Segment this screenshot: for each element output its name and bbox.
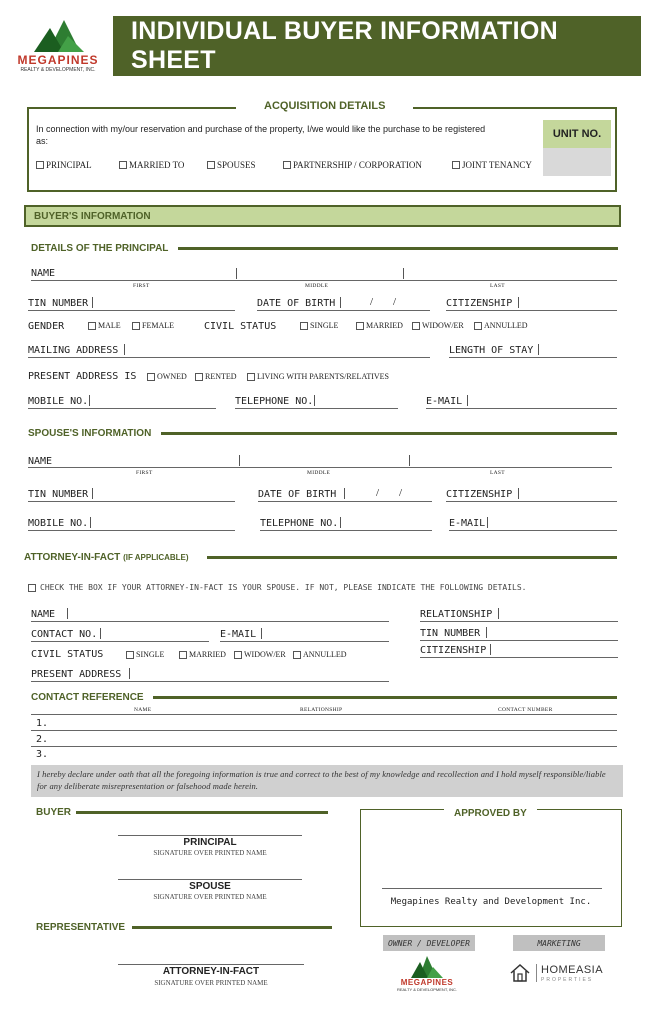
spouse-telephone-field[interactable] [260,530,432,531]
footer-megapines-logo [387,954,467,994]
acquisition-options [36,160,536,172]
female-checkbox[interactable] [132,322,140,330]
principal-email-field[interactable] [426,408,617,409]
principal-dob-slashes: // [370,296,417,308]
attorney-title-note: (IF APPLICABLE) [123,553,189,562]
acquisition-title: ACQUISITION DETAILS [236,100,413,112]
buyer-section-title: BUYER [36,807,72,818]
spouse-mobile-field[interactable] [28,530,235,531]
logo-name: MEGAPINES [17,53,99,67]
attorney-married-option: MARRIED [189,650,226,659]
principal-length-stay-label: LENGTH OF STAY [449,345,534,356]
pine-tree-icon [387,954,467,980]
approved-by-box [360,809,622,927]
unit-no-field[interactable] [543,148,611,176]
principal-tin-label: TIN NUMBER [28,298,89,309]
attorney-annulled-option: ANNULLED [303,650,347,659]
married-checkbox[interactable] [356,322,364,330]
spouse-citizenship-field[interactable] [446,501,617,502]
rented-option: RENTED [205,372,237,381]
marketing-label: MARKETING [513,935,605,951]
unit-no-label: UNIT NO. [543,120,611,148]
male-option: MALE [98,321,121,330]
principal-tin-field[interactable] [28,310,235,311]
attorney-title: ATTORNEY-IN-FACT [24,552,121,563]
joint-tenancy-checkbox[interactable] [452,161,460,169]
contact-ref-row: 3. [36,749,49,760]
attorney-name-label: NAME [31,609,56,620]
spouse-signature-note: SIGNATURE OVER PRINTED NAME [153,893,267,901]
page-title: INDIVIDUAL BUYER INFORMATION SHEET [113,16,641,76]
spouse-dob-field[interactable] [258,501,432,502]
principal-email-label: E-MAIL [426,396,463,407]
spouse-telephone-label: TELEPHONE NO. [260,518,339,529]
spouse-citizenship-label: CITIZENSHIP [446,489,513,500]
principal-telephone-field[interactable] [235,408,398,409]
contact-ref-relationship-header: RELATIONSHIP [300,707,343,713]
principal-gender-label: GENDER [28,321,65,332]
buyer-info-title: BUYER'S INFORMATION [34,210,151,222]
widow-checkbox[interactable] [412,322,420,330]
principal-name-label: NAME [31,268,56,279]
attorney-annulled-checkbox[interactable] [293,651,301,659]
attorney-is-spouse-checkbox[interactable] [28,584,36,592]
principal-mailing-field[interactable] [28,357,430,358]
principal-civil-status-label: CIVIL STATUS [204,321,277,332]
married-option: MARRIED [366,321,403,330]
principal-signature-note: SIGNATURE OVER PRINTED NAME [153,849,267,857]
contact-ref-row: 1. [36,718,49,729]
widow-option: WIDOW/ER [422,321,464,330]
attorney-relationship-label: RELATIONSHIP [420,609,493,620]
spouse-section-title: SPOUSE'S INFORMATION [28,428,152,439]
female-option: FEMALE [142,321,174,330]
married-to-option: MARRIED TO [129,160,185,170]
pine-tree-icon [6,14,110,58]
spouse-name-label: NAME [28,456,53,467]
owner-developer-label: OWNER / DEVELOPER [383,935,475,951]
homeasia-subtitle: PROPERTIES [541,977,594,983]
attorney-signature-note: SIGNATURE OVER PRINTED NAME [154,979,268,987]
footer-logo-name: MEGAPINES [400,978,454,987]
principal-length-stay-field[interactable] [449,357,617,358]
principal-checkbox[interactable] [36,161,44,169]
buyer-section-line [76,811,328,814]
attorney-citizenship-field[interactable] [420,657,618,658]
attorney-contact-label: CONTACT NO. [31,629,98,640]
acquisition-intro: In connection with my/our reservation and purchase of the property, I/we would like the purchase to be registered as: [36,124,486,146]
annulled-checkbox[interactable] [474,322,482,330]
approved-by-company: Megapines Realty and Development Inc. [390,897,592,907]
attorney-present-field[interactable] [31,681,389,682]
spouse-signature-line[interactable] [118,879,302,880]
joint-tenancy-option: JOINT TENANCY [462,160,532,170]
principal-mailing-label: MAILING ADDRESS [28,345,119,356]
representative-section-title: REPRESENTATIVE [36,922,126,933]
middle-caption: MIDDLE [305,283,329,289]
spouse-middle-caption: MIDDLE [307,470,331,476]
contact-ref-row: 2. [36,734,49,745]
attorney-name-field[interactable] [31,621,389,622]
spouse-signature-title: SPOUSE [189,881,231,892]
house-icon [509,962,531,984]
spouses-checkbox[interactable] [207,161,215,169]
principal-section-title: DETAILS OF THE PRINCIPAL [31,243,169,254]
attorney-spouse-row [28,583,526,592]
attorney-signature-line[interactable] [118,964,304,965]
attorney-citizenship-label: CITIZENSHIP [420,645,487,656]
attorney-signature-title: ATTORNEY-IN-FACT [162,966,260,977]
footer-logo-subtitle: REALTY & DEVELOPMENT, INC. [396,987,458,992]
last-caption: LAST [490,283,505,289]
spouse-name-field[interactable] [28,467,612,468]
spouse-last-caption: LAST [490,470,505,476]
principal-mobile-label: MOBILE NO. [28,396,89,407]
principal-section-line [178,247,618,250]
owned-checkbox[interactable] [147,373,155,381]
attorney-section-title [24,552,189,563]
contact-ref-name-header: NAME [134,707,152,713]
attorney-widow-checkbox[interactable] [234,651,242,659]
representative-section-line [132,926,332,929]
logo-subtitle: REALTY & DEVELOPMENT, INC. [20,67,96,73]
attorney-tin-label: TIN NUMBER [420,628,481,639]
contact-ref-row-line[interactable] [31,730,617,731]
contact-ref-header-line [31,714,617,715]
spouse-email-label: E-MAIL [449,518,486,529]
spouse-email-field[interactable] [449,530,617,531]
contact-ref-row-line[interactable] [31,746,617,747]
spouse-mobile-label: MOBILE NO. [28,518,89,529]
attorney-single-option: SINGLE [136,650,165,659]
attorney-widow-option: WIDOW/ER [244,650,286,659]
spouse-tin-label: TIN NUMBER [28,489,89,500]
spouse-section-line [161,432,617,435]
attorney-single-checkbox[interactable] [126,651,134,659]
declaration-text: I hereby declare under oath that all the foregoing information is true and correct to the best of my knowledge and recollection and I hold myself responsible/liable for any deliberate misrepresentation or falsehood made herein. [31,765,623,797]
contact-ref-contact-header: CONTACT NUMBER [498,707,553,713]
approved-by-signature-line[interactable] [382,888,602,889]
principal-present-label: PRESENT ADDRESS IS [28,371,137,382]
single-checkbox[interactable] [300,322,308,330]
contact-ref-section-title: CONTACT REFERENCE [31,692,144,703]
attorney-tin-field[interactable] [420,640,618,641]
living-with-parents-option: LIVING WITH PARENTS/RELATIVES [257,372,389,381]
approved-by-title: APPROVED BY [444,808,537,819]
rented-checkbox[interactable] [195,373,203,381]
megapines-logo [6,14,110,80]
owned-option: OWNED [157,372,187,381]
principal-mobile-field[interactable] [28,408,216,409]
spouse-dob-slashes: // [376,487,423,499]
attorney-contact-field[interactable] [31,641,209,642]
spouse-dob-label: DATE OF BIRTH [258,489,337,500]
principal-citizenship-field[interactable] [446,310,617,311]
single-option: SINGLE [310,321,339,330]
partnership-checkbox[interactable] [283,161,291,169]
principal-telephone-label: TELEPHONE NO. [235,396,314,407]
attorney-email-field[interactable] [220,641,389,642]
spouse-first-caption: FIRST [136,470,153,476]
principal-dob-field[interactable] [257,310,430,311]
male-checkbox[interactable] [88,322,96,330]
buyer-info-bar [24,205,621,227]
attorney-married-checkbox[interactable] [179,651,187,659]
principal-name-field[interactable] [31,280,617,281]
spouse-tin-field[interactable] [28,501,235,502]
principal-citizenship-label: CITIZENSHIP [446,298,513,309]
attorney-check-note: CHECK THE BOX IF YOUR ATTORNEY-IN-FACT IS YOUR SPOUSE. IF NOT, PLEASE INDICATE THE FOLLOWING DETAILS. [40,583,527,592]
principal-option: PRINCIPAL [46,160,92,170]
homeasia-name: HOMEASIA [541,964,604,976]
attorney-email-label: E-MAIL [220,629,257,640]
homeasia-logo [509,962,609,986]
principal-signature-title: PRINCIPAL [183,837,237,848]
married-to-checkbox[interactable] [119,161,127,169]
attorney-present-label: PRESENT ADDRESS [31,669,122,680]
spouses-option: SPOUSES [217,160,256,170]
first-caption: FIRST [133,283,150,289]
annulled-option: ANNULLED [484,321,528,330]
principal-dob-label: DATE OF BIRTH [257,298,336,309]
acquisition-box [27,107,617,192]
attorney-section-line [207,556,617,559]
contact-ref-section-line [153,696,617,699]
attorney-relationship-field[interactable] [420,621,618,622]
attorney-civil-status-label: CIVIL STATUS [31,649,104,660]
partnership-option: PARTNERSHIP / CORPORATION [293,160,422,170]
living-with-parents-checkbox[interactable] [247,373,255,381]
principal-signature-line[interactable] [118,835,302,836]
